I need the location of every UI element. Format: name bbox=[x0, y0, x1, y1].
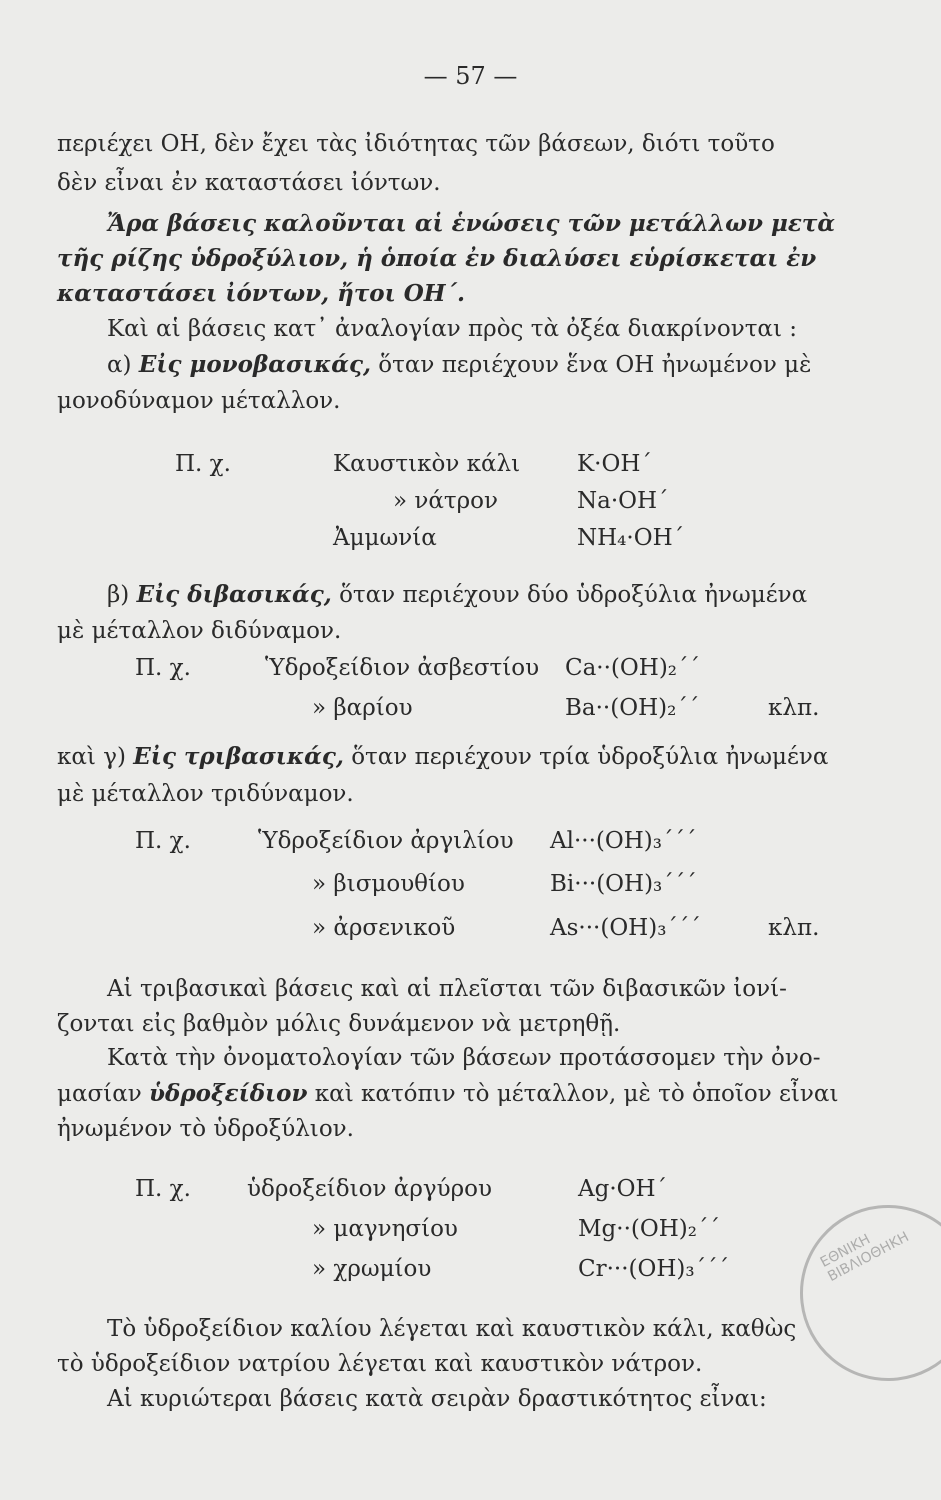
nom-ex1-formula: Ag·OH΄ bbox=[578, 1176, 668, 1202]
ionization-line1: Αἱ τριβασικαὶ βάσεις καὶ αἱ πλεῖσται τῶν διβασικῶν ἰονί- bbox=[107, 976, 787, 1002]
tri-ex3-formula: As···(OH)₃΄΄΄ bbox=[550, 915, 701, 941]
di-ex1-formula: Ca··(OH)₂΄΄ bbox=[565, 655, 701, 681]
nom-ex1-prefix: Π. χ. bbox=[135, 1176, 191, 1202]
di-rest: ὅταν περιέχουν δύο ὑδροξύλια ἠνωμένα bbox=[339, 582, 808, 608]
di-line1 bbox=[107, 583, 807, 607]
nomenclature-term: ὑδροξείδιον bbox=[149, 1080, 308, 1107]
tri-ex3-name: » ἀρσενικοῦ bbox=[312, 915, 456, 941]
nomenclature-line1: Κατὰ τὴν ὀνοματολογίαν τῶν βάσεων προτάσσομεν τὴν ὀνο- bbox=[107, 1045, 821, 1071]
nom-ex2-formula: Mg··(OH)₂΄΄ bbox=[578, 1216, 720, 1242]
tri-line2: μὲ μέταλλον τριδύναμον. bbox=[57, 781, 354, 807]
tri-prefix: καὶ γ) bbox=[57, 744, 126, 770]
mono-ex1-formula: K·OH΄ bbox=[577, 451, 652, 477]
nom-ex2-name: » μαγνησίου bbox=[312, 1216, 458, 1242]
para1-line1: περιέχει OH, δὲν ἔχει τὰς ἰδιότητας τῶν βάσεων, διότι τοῦτο bbox=[57, 131, 775, 157]
tri-term: Εἰς τριβασικάς, bbox=[133, 743, 344, 770]
nom-ex1-name: ὑδροξείδιον ἀργύρου bbox=[247, 1176, 492, 1202]
mono-ex1-name: Καυστικὸν κάλι bbox=[333, 451, 521, 477]
tri-ex2-formula: Bi···(OH)₃΄΄΄ bbox=[550, 871, 697, 897]
stamp-text: ΕΘΝΙΚΗ ΒΙΒΛΙΟΘΗΚΗ bbox=[817, 1228, 912, 1285]
tri-ex2-name: » βισμουθίου bbox=[312, 871, 465, 897]
definition-line1: Ἄρα βάσεις καλοῦνται αἱ ἑνώσεις τῶν μετάλλων μετὰ bbox=[107, 210, 836, 237]
library-stamp bbox=[769, 1174, 941, 1412]
nom-ex3-formula: Cr···(OH)₃΄΄΄ bbox=[578, 1256, 730, 1282]
nomenclature-line3: ἠνωμένον τὸ ὑδροξύλιον. bbox=[57, 1116, 354, 1142]
mono-ex1-prefix: Π. χ. bbox=[175, 451, 231, 477]
nomenclature-l2-a: μασίαν bbox=[57, 1081, 142, 1107]
nomenclature-l2-b: καὶ κατόπιν τὸ μέταλλον, μὲ τὸ ὁποῖον εἶναι bbox=[314, 1081, 839, 1107]
mono-line2: μονοδύναμον μέταλλον. bbox=[57, 388, 341, 414]
mono-ex2-name: » νάτρον bbox=[393, 488, 498, 514]
mono-term: Εἰς μονοβασικάς, bbox=[138, 351, 371, 378]
mono-rest: ὅταν περιέχουν ἕνα OH ἠνωμένον μὲ bbox=[378, 352, 812, 378]
di-prefix: β) bbox=[107, 582, 130, 608]
tri-ex1-prefix: Π. χ. bbox=[135, 828, 191, 854]
tri-rest: ὅταν περιέχουν τρία ὑδροξύλια ἠνωμένα bbox=[351, 744, 829, 770]
tri-line1 bbox=[57, 745, 828, 769]
di-ex2-formula: Ba··(OH)₂΄΄ bbox=[565, 695, 700, 721]
nom-ex3-name: » χρωμίου bbox=[312, 1256, 432, 1282]
nomenclature-line2 bbox=[57, 1082, 838, 1106]
definition-line3: καταστάσει ἰόντων, ἤτοι OH΄. bbox=[57, 280, 466, 307]
tri-ex3-suffix: κλπ. bbox=[768, 915, 820, 941]
page-number: — 57 — bbox=[423, 62, 518, 90]
tri-ex1-formula: Al···(OH)₃΄΄΄ bbox=[550, 828, 697, 854]
classification-line: Καὶ αἱ βάσεις κατ᾽ ἀναλογίαν πρὸς τὰ ὀξέα διακρίνονται : bbox=[107, 316, 798, 342]
di-line2: μὲ μέταλλον διδύναμον. bbox=[57, 618, 342, 644]
caustic-line1: Τὸ ὑδροξείδιον καλίου λέγεται καὶ καυστικὸν κάλι, καθὼς bbox=[107, 1316, 797, 1342]
caustic-line2: τὸ ὑδροξείδιον νατρίου λέγεται καὶ καυστικὸν νάτρον. bbox=[57, 1351, 703, 1377]
mono-ex3-name: Ἀμμωνία bbox=[333, 525, 437, 551]
mono-ex2-formula: Na·OH΄ bbox=[577, 488, 669, 514]
mono-ex3-formula: NH₄·OH΄ bbox=[577, 525, 685, 551]
di-term: Εἰς διβασικάς, bbox=[136, 581, 332, 608]
tri-ex1-name: Ὑδροξείδιον ἀργιλίου bbox=[258, 828, 514, 854]
definition-line2: τῆς ρίζης ὑδροξύλιον, ἡ ὁποία ἐν διαλύσει εὑρίσκεται ἐν bbox=[57, 245, 817, 272]
para1-line2: δὲν εἶναι ἐν καταστάσει ἰόντων. bbox=[57, 170, 441, 196]
final-line: Αἱ κυριώτεραι βάσεις κατὰ σειρὰν δραστικότητος εἶναι: bbox=[107, 1386, 767, 1412]
ionization-line2: ζονται εἰς βαθμὸν μόλις δυνάμενον νὰ μετρηθῇ. bbox=[57, 1011, 621, 1037]
di-ex2-name: » βαρίου bbox=[312, 695, 413, 721]
di-ex1-prefix: Π. χ. bbox=[135, 655, 191, 681]
mono-line1 bbox=[107, 353, 811, 377]
di-ex2-suffix: κλπ. bbox=[768, 695, 820, 721]
mono-prefix: α) bbox=[107, 352, 132, 378]
di-ex1-name: Ὑδροξείδιον ἀσβεστίου bbox=[265, 655, 540, 681]
